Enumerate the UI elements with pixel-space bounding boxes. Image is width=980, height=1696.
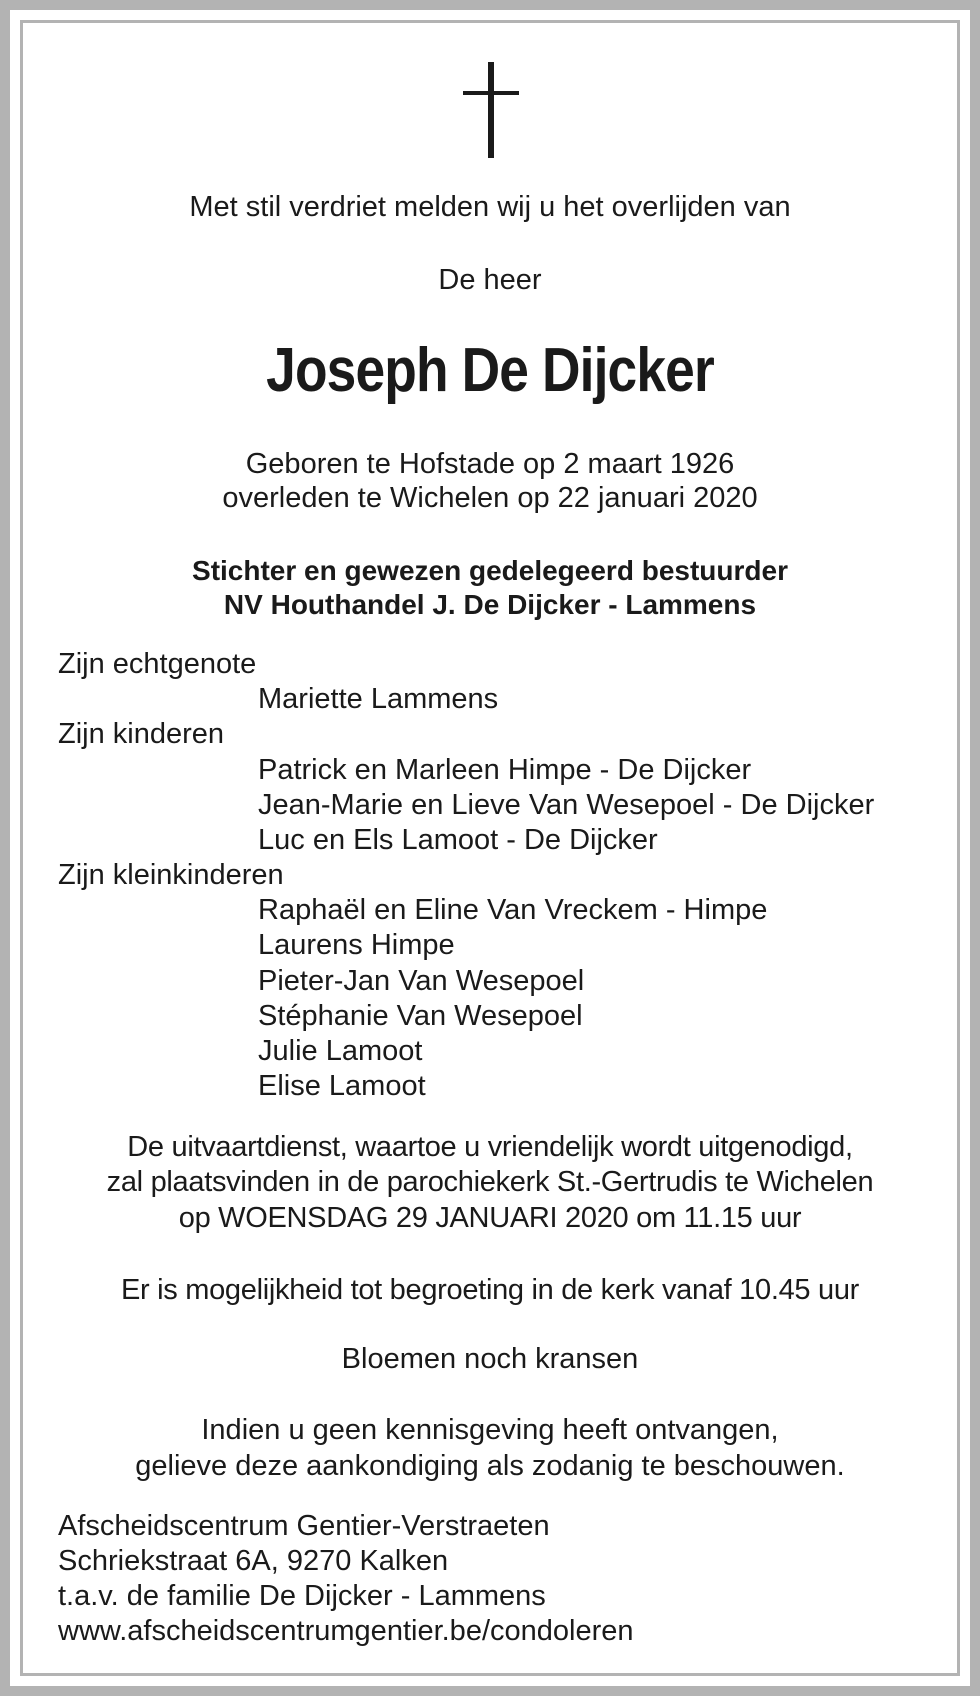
flowers-line: Bloemen noch kransen [341,1343,639,1375]
deceased-name: Joseph De Dijcker [266,336,714,405]
title-prefix: De heer [438,264,542,296]
notice-line-1: Indien u geen kennisgeving heeft ontvangen, [201,1414,779,1446]
notice-line-2: gelieve deze aankondiging als zodanig te beschouwen. [135,1450,845,1482]
grandchild-item: Raphaël en Eline Van Vreckem - Himpe [258,894,768,926]
contact-line-2: Schriekstraat 6A, 9270 Kalken [58,1545,449,1577]
service-line-2: zal plaatsvinden in de parochiekerk St.-Gertrudis te Wichelen [106,1166,874,1198]
role-line-2: NV Houthandel J. De Dijcker - Lammens [223,589,757,620]
child-item: Patrick en Marleen Himpe - De Dijcker [258,754,752,786]
child-item: Jean-Marie en Lieve Van Wesepoel - De Dijcker [258,789,875,821]
service-line-3: op WOENSDAG 29 JANUARI 2020 om 11.15 uur [178,1202,802,1234]
death-line: overleden te Wichelen op 22 januari 2020 [222,482,758,514]
greeting-line: Er is mogelijkheid tot begroeting in de kerk vanaf 10.45 uur [120,1274,860,1306]
grandchild-item: Pieter-Jan Van Wesepoel [258,965,585,997]
children-label: Zijn kinderen [58,718,225,750]
spouse-label: Zijn echtgenote [58,648,257,680]
grandchild-item: Stéphanie Van Wesepoel [258,1000,583,1032]
cross-icon [463,62,519,158]
contact-line-3: t.a.v. de familie De Dijcker - Lammens [58,1580,546,1612]
grandchild-item: Elise Lamoot [258,1070,426,1102]
grandchild-item: Laurens Himpe [258,929,455,961]
contact-line-1: Afscheidscentrum Gentier-Verstraeten [58,1510,550,1542]
intro-text: Met stil verdriet melden wij u het overlijden van [189,191,791,223]
condolence-link[interactable]: www.afscheidscentrumgentier.be/condoleren [58,1615,634,1647]
role-line-1: Stichter en gewezen gedelegeerd bestuurder [192,555,788,586]
grandchild-item: Julie Lamoot [258,1035,423,1067]
grandchildren-label: Zijn kleinkinderen [58,859,284,891]
child-item: Luc en Els Lamoot - De Dijcker [258,824,658,856]
service-line-1: De uitvaartdienst, waartoe u vriendelijk wordt uitgenodigd, [127,1131,853,1163]
spouse-name: Mariette Lammens [258,683,499,715]
birth-line: Geboren te Hofstade op 2 maart 1926 [245,448,735,480]
